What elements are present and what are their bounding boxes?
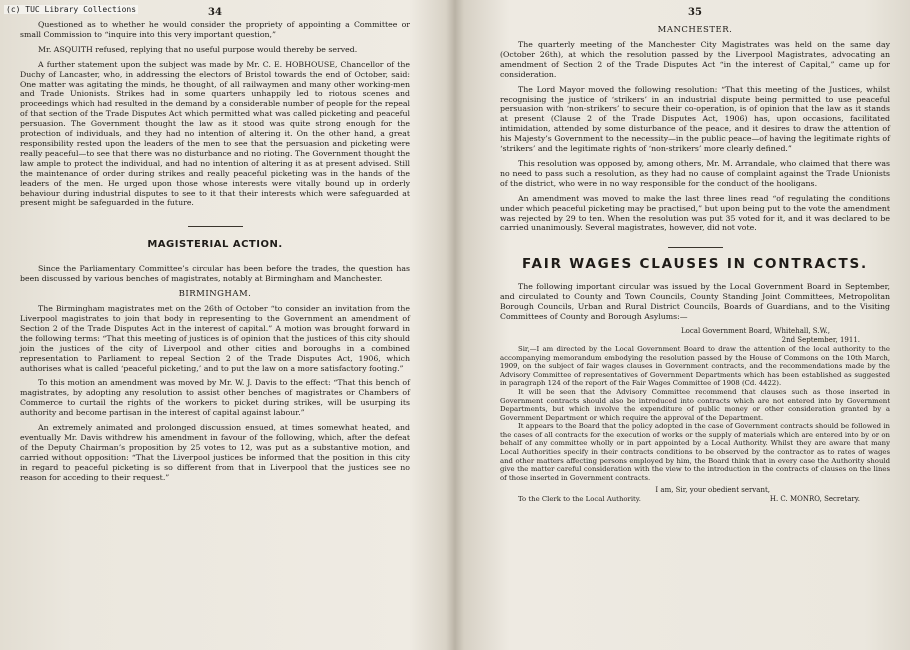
paragraph: Questioned as to whether he would consider the propriety of appointing a Committee or small Commission to “inquire into this very important question,” [20, 20, 410, 39]
sub-heading: BIRMINGHAM. [178, 289, 252, 300]
letter-paragraph: Sir,—I am directed by the Local Government Board to draw the attention of the local authority to the accompanying memorandum embodying the resolution passed by the House of Commons on the 10th March, 1909, on the subject of fair wages clauses in Government contracts, and the recommendations made by the Advisory Committee of representatives of Government Departments which has been established as suggested in paragraph 124 of the report of the Fair Wages Committee of 1908 (Cd. 4422). [500, 344, 890, 388]
letter-paragraph: It appears to the Board that the policy adopted in the case of Government contracts should be followed in the cases of all contracts for the execution of works or the supply of materials which are entered into by or on behalf of any committee wholly or in part appointed by a Local Authority. Whilst they are aware that many Local Authorities specify in their contracts conditions to be observed by the contractor as to rates of wages and other matters affecting persons employed by him, the Board think that in every case the Authority should give the matter careful consideration with the view to the introduction in the contracts of clauses on the lines of those inserted in Government contracts. [500, 422, 890, 482]
paragraph: A further statement upon the subject was made by Mr. C. E. HOBHOUSE, Chancellor of the Duchy of Lancaster, who, in addressing the electors of Bristol towards the end of October, said: One matter was agitating the minds, he thought, of all railwaymen and many other working-men and Trade Unionists. Strikes had in some quarters unhappily led to riotous scenes and proceedings which had resulted in the demand by a considerable number of people for the repeal of that section of the Trade Disputes Act which permitted what was called picketing and peaceful persuasion. The Government thought the law as it stood was quite strong enough for the protection of individuals, and they had no intention of altering it. On the other hand, a great responsibility rested upon the leaders of the men to see that the persuasion and picketing were really peaceful—to see that there was no disturbance and no rioting. The Government thought the law ample to protect the individual, and had no intention of altering it as at present advised. Still the maintenance of order during strikes and really peaceful picketing was in the hands of the leaders of the men. He urged upon those whose interests were vitally bound up in orderly behaviour during industrial disputes to see to it that their interests which were safeguarded at present might be safeguarded in the future. [20, 59, 410, 208]
section-intro: The following important circular was issued by the Local Government Board in September, and circulated to County and Town Councils, County Standing Joint Committees, Metropolitan Borough Councils, Urban and Rural District Councils, Boards of Guardians, and to the Visiting Committees of County and Borough Asylums:— [500, 282, 890, 322]
paragraph: The quarterly meeting of the Manchester City Magistrates was held on the same day (October 26th), at which the resolution passed by the Liverpool Magistrates, advocating an amendment of Section 2 of the Trade Disputes Act “in the interest of Capital,” came up for consideration. [500, 40, 890, 79]
page-number-right: 35 [688, 7, 702, 18]
paragraph: An amendment was moved to make the last three lines read “of regulating the conditions under which peaceful picketing may be practised,” but upon being put to the vote the amendment was rejected by 29 to ten. When the resolution was put 35 voted for it, and it was declared to be carried unanimously. Several magistrates, however, did not vote. [500, 193, 890, 233]
letter-signature: H. C. MONRO, Secretary. [769, 495, 860, 504]
paragraph: This resolution was opposed by, among others, Mr. M. Arrandale, who claimed that there was no need to pass such a resolution, as they had no cause of complaint against the Trade Unionists of the district, who were in no way responsible for the conduct of the hooligans. [500, 158, 890, 188]
letter-date: 2nd September, 1911. [781, 335, 860, 344]
section-intro: Since the Parliamentary Committee’s circular has been before the trades, the question has been discussed by various benches of magistrates, notably at Birmingham and Manchester. [20, 264, 410, 284]
letter [500, 327, 890, 504]
letter-closing: I am, Sir, your obedient servant, [655, 486, 770, 495]
section-heading: MAGISTERIAL ACTION. [147, 239, 283, 251]
page-number-left: 34 [208, 7, 222, 18]
right-page [500, 0, 890, 650]
left-page [20, 0, 410, 650]
paragraph: To this motion an amendment was moved by Mr. W. J. Davis to the effect: “That this bench of magistrates, by adopting any resolution to assist other benches of magistrates or Chambers of Commerce to curtail the rights of the workers to picket during strikes, will be usurping its authority and become partisan in the interest of capital against labour.” [20, 378, 410, 418]
paragraph: The Birmingham magistrates met on the 26th of October “to consider an invitation from the Liverpool magistrates to join that body in representing to the Government an amendment of Section 2 of the Trade Disputes Act in the interest of capital.” A motion was brought forward in the following terms: “That this meeting of justices is of opinion that the justices of this city should join the justices of the city of Liverpool and other cities and boroughs in a combined representation to Parliament to repeal Section 2 of the Trade Disputes Act, 1906, which authorises what is called ‘peaceful picketing,’ and to put the law on a more satisfactory footing.” [20, 304, 410, 373]
paragraph: Mr. ASQUITH refused, replying that no useful purpose would thereby be served. [38, 44, 358, 54]
paragraph: An extremely animated and prolonged discussion ensued, at times somewhat heated, and eventually Mr. Davis withdrew his amendment in favour of the following, which, after the defeat of the Deputy Chairman’s proposition by 25 votes to 12, was put as a substantive motion, and carried without opposition: “That the Liverpool justices be informed that the position in this city in regard to peaceful picketing is so different from that in Liverpool that the justices see no reason for acceding to their request.” [20, 423, 410, 482]
paragraph: The Lord Mayor moved the following resolution: “That this meeting of the Justices, whilst recognising the justice of ‘strikers’ in an industrial dispute being permitted to use peaceful persuasion with ‘non-strikers’ to secure their co-operation, is of opinion that the law as it stands at present (Clause 2 of the Trade Disputes Act, 1906) has, upon occasions, facilitated intimidation, attended by some disturbance of the peace, and it desires to draw the attention of his Majesty’s Government to the necessity—in the public peace—of having the legitimate rights of ‘strikers’ and the legitimate rights of ‘non-strikers’ more clearly defined.” [500, 84, 890, 154]
letter-address: Local Government Board, Whitehall, S.W., [680, 326, 830, 335]
letter-paragraph: It will be seen that the Advisory Committee recommend that clauses such as those inserted in Government contracts should also be introduced into contracts which are not entered into by Government Departments, but which involve the expenditure of public money or other consideration granted by a Government Department or which require the approval of the Department. [500, 387, 890, 422]
letter-addressee: To the Clerk to the Local Authority. [518, 495, 641, 504]
sub-heading: MANCHESTER. [657, 25, 733, 35]
watermark: (c) TUC Library Collections [6, 5, 137, 14]
section-heading: FAIR WAGES CLAUSES IN CONTRACTS. [522, 256, 868, 273]
